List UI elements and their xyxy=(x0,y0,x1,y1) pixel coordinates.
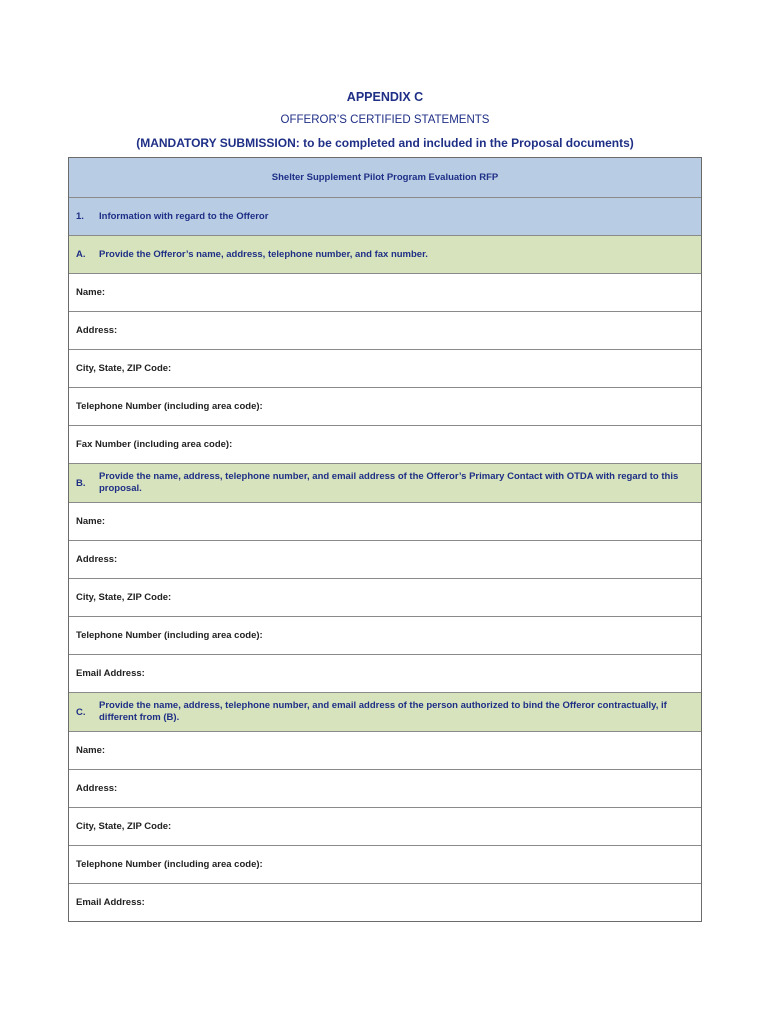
field-label: Address: xyxy=(76,783,118,794)
certified-statements-table xyxy=(68,157,702,922)
field-label: Email Address: xyxy=(76,668,145,679)
field-label: Email Address: xyxy=(76,897,145,908)
field-label: City, State, ZIP Code: xyxy=(76,363,172,374)
subsection-b-letter: B. xyxy=(76,477,86,489)
form-title: OFFEROR’S CERTIFIED STATEMENTS xyxy=(280,114,490,126)
contact-telephone-field[interactable] xyxy=(69,616,701,654)
field-label: City, State, ZIP Code: xyxy=(76,821,172,832)
field-label: Address: xyxy=(76,554,118,565)
appendix-heading: APPENDIX C xyxy=(346,90,424,104)
field-label: Name: xyxy=(76,745,106,756)
section-1-row xyxy=(69,197,701,235)
rfp-title: Shelter Supplement Pilot Program Evaluation RFP xyxy=(271,172,499,183)
authorized-email-field[interactable] xyxy=(69,883,701,921)
authorized-city-state-zip-field[interactable] xyxy=(69,807,701,845)
offeror-telephone-field[interactable] xyxy=(69,387,701,425)
subsection-b-instruction: Provide the name, address, telephone number, and email address of the Offeror’s Primary Contact with OTDA with regard to this proposal. xyxy=(99,471,679,494)
field-label: Telephone Number (including area code): xyxy=(76,630,263,641)
field-label: Address: xyxy=(76,325,118,336)
field-label: Name: xyxy=(76,287,106,298)
contact-address-field[interactable] xyxy=(69,540,701,578)
field-label: Telephone Number (including area code): xyxy=(76,859,263,870)
section-number: 1. xyxy=(76,211,84,222)
subsection-a-row xyxy=(69,235,701,273)
contact-email-field[interactable] xyxy=(69,654,701,692)
rfp-title-row xyxy=(69,158,701,197)
field-label: Name: xyxy=(76,516,106,527)
section-title: Information with regard to the Offeror xyxy=(99,211,269,222)
contact-name-field[interactable] xyxy=(69,502,701,540)
contact-city-state-zip-field[interactable] xyxy=(69,578,701,616)
offeror-address-field[interactable] xyxy=(69,311,701,349)
authorized-telephone-field[interactable] xyxy=(69,845,701,883)
offeror-name-field[interactable] xyxy=(69,273,701,311)
subsection-c-letter: C. xyxy=(76,706,86,718)
subsection-a-instruction: Provide the Offeror’s name, address, telephone number, and fax number. xyxy=(99,248,428,260)
field-label: Telephone Number (including area code): xyxy=(76,401,263,412)
field-label: Fax Number (including area code): xyxy=(76,439,233,450)
subsection-c-row xyxy=(69,692,701,731)
offeror-city-state-zip-field[interactable] xyxy=(69,349,701,387)
subsection-b-row xyxy=(69,463,701,502)
offeror-fax-field[interactable] xyxy=(69,425,701,463)
authorized-name-field[interactable] xyxy=(69,731,701,769)
field-label: City, State, ZIP Code: xyxy=(76,592,172,603)
subsection-c-instruction: Provide the name, address, telephone number, and email address of the person authorized to bind the Offeror contractually, if different from (B). xyxy=(99,700,667,723)
subsection-a-letter: A. xyxy=(76,249,86,260)
form-subtitle: (MANDATORY SUBMISSION: to be completed and included in the Proposal documents) xyxy=(136,136,634,150)
authorized-address-field[interactable] xyxy=(69,769,701,807)
